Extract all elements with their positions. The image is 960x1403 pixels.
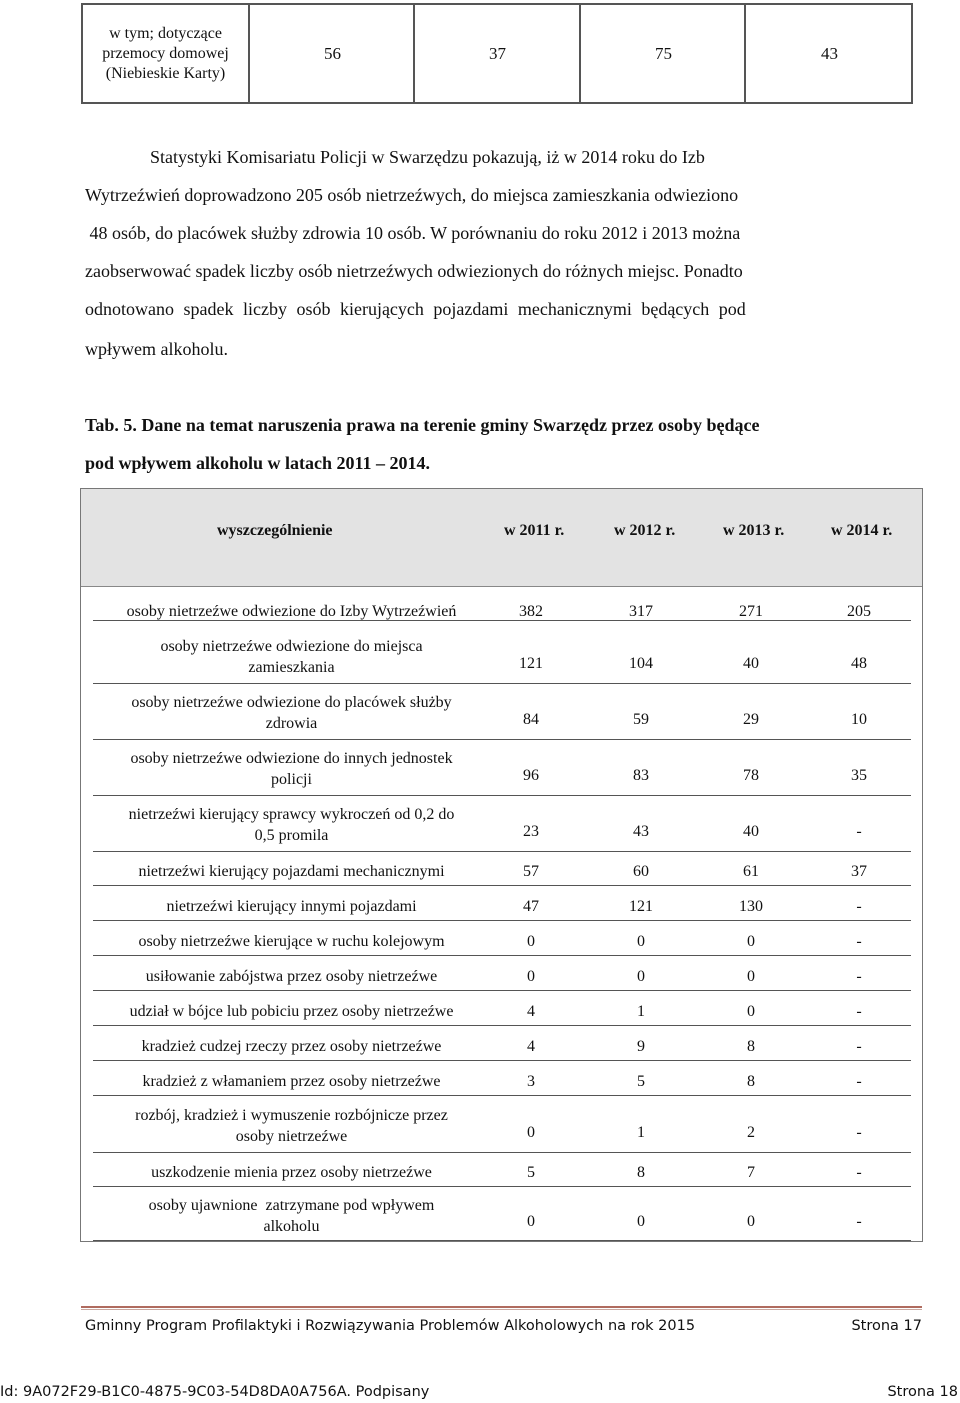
table-row xyxy=(81,742,922,798)
row-value: 47 xyxy=(523,898,539,915)
row-underline xyxy=(93,1060,911,1061)
row-underline xyxy=(93,920,911,921)
row-label xyxy=(89,1195,494,1237)
paragraph-line: odnotowano spadek liczby osób kierujących pojazdami mechanicznymi będących pod xyxy=(85,299,746,319)
row-value: 4 xyxy=(527,1003,535,1020)
paragraph-line: Statystyki Komisariatu Policji w Swarzędzu pokazują, iż w 2014 roku do Izb xyxy=(150,147,705,167)
row-underline xyxy=(93,885,911,886)
row-value: 23 xyxy=(523,822,539,840)
row-value: 59 xyxy=(633,710,649,728)
header-cell: w 2012 r. xyxy=(614,522,676,539)
row-label-line: kradzież z włamaniem przez osoby nietrzeźwe xyxy=(142,1073,441,1090)
row-value: 8 xyxy=(747,1073,755,1090)
row-value: 317 xyxy=(629,602,653,620)
top-value: 43 xyxy=(744,5,913,102)
table-caption: Tab. 5. Dane na temat naruszenia prawa na terenie gminy Swarzędz przez osoby będące xyxy=(85,415,760,435)
row-value: - xyxy=(856,1123,862,1141)
row-value: 61 xyxy=(743,863,759,880)
header-cell: w 2011 r. xyxy=(504,522,565,539)
table-row xyxy=(81,924,922,959)
table-row xyxy=(81,798,922,854)
row-value: 29 xyxy=(743,710,759,728)
top-row-label xyxy=(83,5,248,102)
row-underline xyxy=(93,1186,911,1187)
row-value: 0 xyxy=(637,968,645,985)
header-cell: wyszczególnienie xyxy=(217,522,333,539)
row-label-line: uszkodzenie mienia przez osoby nietrzeźwe xyxy=(151,1164,432,1181)
top-label-line: przemocy domowej xyxy=(102,44,229,62)
row-value: 205 xyxy=(847,602,871,620)
row-label-line: usiłowanie zabójstwa przez osoby nietrzeźwe xyxy=(145,968,438,985)
footer-rule xyxy=(81,1306,922,1308)
top-label-line: (Niebieskie Karty) xyxy=(105,64,226,82)
row-value: 5 xyxy=(527,1164,535,1181)
row-underline xyxy=(93,1025,911,1026)
table-row xyxy=(81,1029,922,1064)
row-value: - xyxy=(856,1213,862,1230)
row-value: 0 xyxy=(747,1003,755,1020)
row-value: 35 xyxy=(851,766,867,784)
row-value: 271 xyxy=(739,602,763,620)
row-underline xyxy=(93,955,911,956)
row-underline xyxy=(93,1240,911,1241)
row-label-line: osoby nietrzeźwe odwiezione do Izby Wytrzeźwień xyxy=(126,602,457,620)
row-label xyxy=(89,1162,494,1183)
footer-rule xyxy=(81,1309,922,1310)
row-value: 43 xyxy=(633,822,649,840)
table-row xyxy=(81,1155,922,1190)
row-label-line: 0,5 promila xyxy=(254,827,329,844)
top-value: 75 xyxy=(579,5,746,102)
row-value: 96 xyxy=(523,766,539,784)
row-value: - xyxy=(856,822,862,840)
row-value: 8 xyxy=(637,1164,645,1181)
row-label xyxy=(89,931,494,952)
top-label-line: w tym; dotyczące xyxy=(109,24,222,42)
table-row xyxy=(81,1064,922,1099)
row-value: 40 xyxy=(743,822,759,840)
row-value: 60 xyxy=(633,863,649,880)
table-row xyxy=(81,630,922,686)
top-table-fragment xyxy=(81,3,913,104)
row-value: - xyxy=(856,1038,862,1055)
row-value: 7 xyxy=(747,1164,755,1181)
row-label xyxy=(89,692,494,734)
row-value: 1 xyxy=(637,1123,645,1141)
footer-title: Gminny Program Profilaktyki i Rozwiązywania Problemów Alkoholowych na rok 2015 xyxy=(85,1318,696,1334)
row-value: 0 xyxy=(747,933,755,950)
row-value: 37 xyxy=(851,863,867,880)
row-label xyxy=(89,748,494,790)
paragraph-line: Wytrzeźwień doprowadzono 205 osób nietrzeźwych, do miejsca zamieszkania odwieziono xyxy=(85,185,739,205)
alcohol-violations-table xyxy=(80,488,923,1242)
signature-page: Strona 18 xyxy=(887,1384,958,1400)
row-underline xyxy=(93,739,911,740)
signature-id: Id: 9A072F29-B1C0-4875-9C03-54D8DA0A756A. Podpisany xyxy=(0,1384,430,1400)
row-value: 48 xyxy=(851,654,867,672)
row-value: - xyxy=(856,933,862,950)
table-caption: pod wpływem alkoholu w latach 2011 – 2014. xyxy=(85,453,431,473)
table-row xyxy=(81,994,922,1029)
row-underline xyxy=(93,1152,911,1153)
row-label-line: osoby ujawnione zatrzymane pod wpływem xyxy=(148,1196,435,1214)
paragraph-line: 48 osób, do placówek służby zdrowia 10 osób. W porównaniu do roku 2012 i 2013 można xyxy=(85,223,741,243)
row-label-line: alkoholu xyxy=(263,1217,320,1235)
table-row xyxy=(81,854,922,889)
row-value: 382 xyxy=(519,602,543,620)
row-value: - xyxy=(856,1164,862,1181)
table-header xyxy=(81,489,922,587)
row-label-line: osoby nietrzeźwe odwiezione do miejsca xyxy=(160,638,423,655)
row-value: 1 xyxy=(637,1003,645,1020)
table-row xyxy=(81,1099,922,1155)
row-value: - xyxy=(856,1003,862,1020)
row-label-line: policji xyxy=(271,771,312,788)
table-row xyxy=(81,589,922,633)
paragraph-line: wpływem alkoholu. xyxy=(85,339,228,359)
row-value: 0 xyxy=(637,1213,645,1230)
row-label xyxy=(89,861,494,882)
row-value: 4 xyxy=(527,1038,535,1055)
row-value: 3 xyxy=(527,1073,535,1090)
row-value: 84 xyxy=(523,710,539,728)
row-value: 0 xyxy=(527,933,535,950)
row-underline xyxy=(93,795,911,796)
row-underline xyxy=(93,851,911,852)
row-value: 40 xyxy=(743,654,759,672)
paragraph-line: zaobserwować spadek liczby osób nietrzeźwych odwiezionych do różnych miejsc. Ponadto xyxy=(85,261,743,281)
row-underline xyxy=(93,1095,911,1096)
row-value: - xyxy=(856,1073,862,1090)
row-value: 104 xyxy=(629,654,653,672)
row-value: 8 xyxy=(747,1038,755,1055)
row-value: 57 xyxy=(523,863,539,880)
row-underline xyxy=(93,990,911,991)
row-label xyxy=(89,636,494,678)
row-value: - xyxy=(856,898,862,915)
top-value: 56 xyxy=(248,5,415,102)
row-label-line: zdrowia xyxy=(265,715,318,732)
row-value: 0 xyxy=(527,1123,535,1141)
row-value: 121 xyxy=(629,898,653,915)
header-cell: w 2013 r. xyxy=(723,522,785,539)
row-label-line: osoby nietrzeźwe xyxy=(235,1128,348,1145)
row-label xyxy=(89,601,494,622)
row-value: 2 xyxy=(747,1123,755,1141)
header-cell: w 2014 r. xyxy=(831,522,893,539)
table-row xyxy=(81,686,922,742)
row-value: 0 xyxy=(747,968,755,985)
row-label-line: osoby nietrzeźwe kierujące w ruchu kolejowym xyxy=(138,933,445,950)
row-underline xyxy=(93,620,911,621)
row-value: 0 xyxy=(527,1213,535,1230)
row-underline xyxy=(93,683,911,684)
table-row xyxy=(81,889,922,924)
row-label-line: zamieszkania xyxy=(248,659,335,676)
row-label-line: rozbój, kradzież i wymuszenie rozbójnicze przez xyxy=(135,1107,448,1124)
table-row xyxy=(81,959,922,994)
row-value: 130 xyxy=(739,898,763,915)
row-label xyxy=(89,1001,494,1022)
row-value: 0 xyxy=(747,1213,755,1230)
row-label-line: nietrzeźwi kierujący innymi pojazdami xyxy=(166,898,417,915)
footer-page: Strona 17 xyxy=(851,1318,922,1334)
row-label xyxy=(89,1071,494,1092)
row-label-line: nietrzeźwi kierujący pojazdami mechanicznymi xyxy=(138,863,445,880)
row-value: 9 xyxy=(637,1038,645,1055)
table-row xyxy=(81,1190,922,1243)
row-value: 10 xyxy=(851,710,867,728)
row-value: 121 xyxy=(519,654,543,672)
row-label xyxy=(89,896,494,917)
row-label-line: osoby nietrzeźwe odwiezione do placówek służby xyxy=(131,694,452,711)
row-label-line: nietrzeźwi kierujący sprawcy wykroczeń od 0,2 do xyxy=(128,806,455,823)
row-label xyxy=(89,804,494,846)
row-label-line: kradzież cudzej rzeczy przez osoby nietrzeźwe xyxy=(141,1038,442,1055)
row-label-line: udział w bójce lub pobiciu przez osoby nietrzeźwe xyxy=(129,1003,454,1020)
top-value: 37 xyxy=(413,5,580,102)
row-label-line: osoby nietrzeźwe odwiezione do innych jednostek xyxy=(130,750,453,767)
row-value: - xyxy=(856,968,862,985)
row-label xyxy=(89,1036,494,1057)
row-value: 5 xyxy=(637,1073,645,1090)
row-label xyxy=(89,1105,494,1147)
row-value: 83 xyxy=(633,766,649,784)
row-value: 0 xyxy=(527,968,535,985)
row-value: 0 xyxy=(637,933,645,950)
row-label xyxy=(89,966,494,987)
row-value: 78 xyxy=(743,766,759,784)
